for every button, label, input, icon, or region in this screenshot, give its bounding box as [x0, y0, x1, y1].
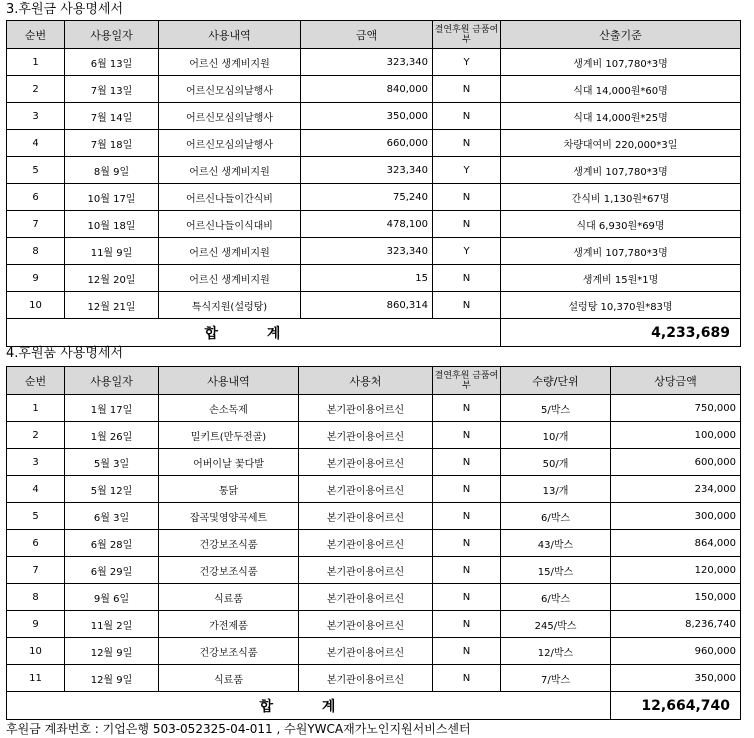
- header-amount: 금액: [301, 21, 433, 49]
- cell-number: 1: [7, 49, 65, 76]
- cell-recipient: 본기관이용어르신: [299, 557, 433, 584]
- cell-usage: 건강보조식품: [159, 557, 299, 584]
- cell-usage: 건강보조식품: [159, 530, 299, 557]
- cell-sponsorship: N: [433, 503, 501, 530]
- cell-usage: 어르신 생계비지원: [159, 157, 301, 184]
- cell-number: 7: [7, 557, 65, 584]
- cell-date: 8월 9일: [65, 157, 159, 184]
- cell-date: 7월 13일: [65, 76, 159, 103]
- cell-sponsorship: N: [433, 449, 501, 476]
- total-label: 합 계: [7, 692, 611, 720]
- cell-value: 350,000: [611, 665, 741, 692]
- cell-value: 100,000: [611, 422, 741, 449]
- cell-value: 150,000: [611, 584, 741, 611]
- header-date: 사용일자: [65, 21, 159, 49]
- header-number: 순번: [7, 21, 65, 49]
- cell-date: 10월 18일: [65, 211, 159, 238]
- table-row: [7, 265, 741, 292]
- cell-sponsorship: N: [433, 476, 501, 503]
- cell-quantity: 5/박스: [501, 395, 611, 422]
- table-row: [7, 211, 741, 238]
- cell-usage: 어버이날 꽃다발: [159, 449, 299, 476]
- cell-sponsorship: Y: [433, 238, 501, 265]
- cell-sponsorship: N: [433, 76, 501, 103]
- cell-recipient: 본기관이용어르신: [299, 395, 433, 422]
- cell-quantity: 13/개: [501, 476, 611, 503]
- cell-amount: 323,340: [301, 157, 433, 184]
- cell-recipient: 본기관이용어르신: [299, 665, 433, 692]
- table-row: [7, 184, 741, 211]
- cell-date: 11월 9일: [65, 238, 159, 265]
- cell-basis: 생계비 15원*1명: [501, 265, 741, 292]
- cell-number: 4: [7, 476, 65, 503]
- cell-usage: 건강보조식품: [159, 638, 299, 665]
- total-value: 12,664,740: [611, 692, 741, 720]
- table-row: [7, 76, 741, 103]
- cell-usage: 식료품: [159, 665, 299, 692]
- cell-quantity: 15/박스: [501, 557, 611, 584]
- cell-value: 600,000: [611, 449, 741, 476]
- cell-number: 5: [7, 157, 65, 184]
- cell-date: 12월 9일: [65, 638, 159, 665]
- cell-value: 300,000: [611, 503, 741, 530]
- cell-usage: 어르신 생계비지원: [159, 265, 301, 292]
- table-row: [7, 103, 741, 130]
- cell-sponsorship: N: [433, 638, 501, 665]
- table-row: [7, 665, 741, 692]
- cell-basis: 식대 14,000원*60명: [501, 76, 741, 103]
- cell-value: 8,236,740: [611, 611, 741, 638]
- cell-basis: 간식비 1,130원*67명: [501, 184, 741, 211]
- header-number: 순번: [7, 367, 65, 395]
- header-date: 사용일자: [65, 367, 159, 395]
- cell-date: 6월 28일: [65, 530, 159, 557]
- cell-date: 5월 3일: [65, 449, 159, 476]
- cell-number: 10: [7, 638, 65, 665]
- cell-date: 1월 26일: [65, 422, 159, 449]
- cell-number: 2: [7, 76, 65, 103]
- cell-sponsorship: Y: [433, 49, 501, 76]
- cell-amount: 323,340: [301, 49, 433, 76]
- cell-basis: 차량대여비 220,000*3일: [501, 130, 741, 157]
- table-row: [7, 292, 741, 319]
- cell-basis: 식대 14,000원*25명: [501, 103, 741, 130]
- table-row: [7, 238, 741, 265]
- table-row: [7, 130, 741, 157]
- cell-number: 11: [7, 665, 65, 692]
- cell-basis: 생계비 107,780*3명: [501, 238, 741, 265]
- cell-recipient: 본기관이용어르신: [299, 530, 433, 557]
- cell-recipient: 본기관이용어르신: [299, 638, 433, 665]
- cell-date: 11월 2일: [65, 611, 159, 638]
- table-row: [7, 611, 741, 638]
- cell-usage: 어르신모심의날행사: [159, 103, 301, 130]
- cell-quantity: 7/박스: [501, 665, 611, 692]
- cell-date: 10월 17일: [65, 184, 159, 211]
- cell-amount: 478,100: [301, 211, 433, 238]
- cell-usage: 어르신 생계비지원: [159, 49, 301, 76]
- account-footer: 후원금 계좌번호 : 기업은행 503-052325-04-011 , 수원YWCA재가노인지원서비스센터: [6, 722, 471, 736]
- cell-number: 2: [7, 422, 65, 449]
- cell-sponsorship: N: [433, 422, 501, 449]
- cell-recipient: 본기관이용어르신: [299, 476, 433, 503]
- cell-sponsorship: Y: [433, 157, 501, 184]
- cell-date: 1월 17일: [65, 395, 159, 422]
- cell-usage: 특식지원(설렁탕): [159, 292, 301, 319]
- cell-number: 6: [7, 530, 65, 557]
- cell-amount: 15: [301, 265, 433, 292]
- cell-number: 8: [7, 238, 65, 265]
- cell-number: 1: [7, 395, 65, 422]
- cell-sponsorship: N: [433, 130, 501, 157]
- cell-value: 750,000: [611, 395, 741, 422]
- header-value: 상당금액: [611, 367, 741, 395]
- cell-value: 120,000: [611, 557, 741, 584]
- cell-basis: 식대 6,930원*69명: [501, 211, 741, 238]
- section3-title: 3.후원금 사용명세서: [6, 2, 123, 17]
- table-row: [7, 476, 741, 503]
- table-row: [7, 503, 741, 530]
- header-usage: 사용내역: [159, 367, 299, 395]
- cell-usage: 어르신모심의날행사: [159, 130, 301, 157]
- cell-quantity: 245/박스: [501, 611, 611, 638]
- cell-quantity: 12/박스: [501, 638, 611, 665]
- cell-amount: 75,240: [301, 184, 433, 211]
- cell-usage: 어르신나들이식대비: [159, 211, 301, 238]
- cell-sponsorship: N: [433, 557, 501, 584]
- cell-sponsorship: N: [433, 103, 501, 130]
- cell-usage: 통닭: [159, 476, 299, 503]
- cell-number: 8: [7, 584, 65, 611]
- cell-basis: 생계비 107,780*3명: [501, 49, 741, 76]
- cell-number: 10: [7, 292, 65, 319]
- cell-date: 9월 6일: [65, 584, 159, 611]
- total-label: 합 계: [7, 319, 501, 347]
- cell-basis: 생계비 107,780*3명: [501, 157, 741, 184]
- cell-recipient: 본기관이용어르신: [299, 503, 433, 530]
- cell-date: 12월 20일: [65, 265, 159, 292]
- cell-basis: 설렁탕 10,370원*83명: [501, 292, 741, 319]
- cell-usage: 어르신모심의날행사: [159, 76, 301, 103]
- cell-usage: 잡곡및영양곡세트: [159, 503, 299, 530]
- cell-usage: 어르신 생계비지원: [159, 238, 301, 265]
- cell-number: 3: [7, 103, 65, 130]
- table-row: [7, 584, 741, 611]
- header-sponsorship: 결연후원 금품여부: [433, 367, 501, 395]
- cell-date: 6월 3일: [65, 503, 159, 530]
- table-row: [7, 157, 741, 184]
- cell-value: 234,000: [611, 476, 741, 503]
- cell-number: 7: [7, 211, 65, 238]
- table-row: [7, 530, 741, 557]
- cell-amount: 350,000: [301, 103, 433, 130]
- cell-number: 3: [7, 449, 65, 476]
- cell-sponsorship: N: [433, 292, 501, 319]
- cell-sponsorship: N: [433, 611, 501, 638]
- header-sponsorship: 결연후원 금품여부: [433, 21, 501, 49]
- cell-sponsorship: N: [433, 584, 501, 611]
- header-quantity: 수량/단위: [501, 367, 611, 395]
- total-value: 4,233,689: [501, 319, 741, 347]
- cell-sponsorship: N: [433, 665, 501, 692]
- cell-sponsorship: N: [433, 265, 501, 292]
- cell-usage: 밀키트(만두전골): [159, 422, 299, 449]
- cell-quantity: 6/박스: [501, 503, 611, 530]
- cell-quantity: 6/박스: [501, 584, 611, 611]
- table-row: [7, 395, 741, 422]
- cell-amount: 323,340: [301, 238, 433, 265]
- cell-usage: 가전제품: [159, 611, 299, 638]
- cell-recipient: 본기관이용어르신: [299, 422, 433, 449]
- cell-date: 12월 21일: [65, 292, 159, 319]
- cell-amount: 860,314: [301, 292, 433, 319]
- header-basis: 산출기준: [501, 21, 741, 49]
- table-row: [7, 49, 741, 76]
- table-row: [7, 422, 741, 449]
- cell-usage: 어르신나들이간식비: [159, 184, 301, 211]
- section4-title: 4.후원품 사용명세서: [6, 346, 123, 361]
- donation-usage-table: [6, 20, 741, 347]
- table-row: [7, 638, 741, 665]
- cell-usage: 식료품: [159, 584, 299, 611]
- cell-amount: 660,000: [301, 130, 433, 157]
- header-recipient: 사용처: [299, 367, 433, 395]
- cell-number: 5: [7, 503, 65, 530]
- cell-date: 7월 14일: [65, 103, 159, 130]
- cell-number: 9: [7, 265, 65, 292]
- cell-quantity: 50/개: [501, 449, 611, 476]
- cell-number: 9: [7, 611, 65, 638]
- cell-number: 6: [7, 184, 65, 211]
- cell-date: 12월 9일: [65, 665, 159, 692]
- cell-date: 5월 12일: [65, 476, 159, 503]
- cell-date: 6월 29일: [65, 557, 159, 584]
- table-row: [7, 557, 741, 584]
- cell-sponsorship: N: [433, 211, 501, 238]
- cell-recipient: 본기관이용어르신: [299, 584, 433, 611]
- cell-date: 7월 18일: [65, 130, 159, 157]
- cell-quantity: 10/개: [501, 422, 611, 449]
- cell-recipient: 본기관이용어르신: [299, 611, 433, 638]
- cell-recipient: 본기관이용어르신: [299, 449, 433, 476]
- goods-usage-table: [6, 366, 741, 720]
- cell-sponsorship: N: [433, 395, 501, 422]
- cell-quantity: 43/박스: [501, 530, 611, 557]
- table-row: [7, 449, 741, 476]
- cell-value: 864,000: [611, 530, 741, 557]
- cell-usage: 손소독제: [159, 395, 299, 422]
- cell-amount: 840,000: [301, 76, 433, 103]
- cell-sponsorship: N: [433, 184, 501, 211]
- cell-sponsorship: N: [433, 530, 501, 557]
- cell-date: 6월 13일: [65, 49, 159, 76]
- header-usage: 사용내역: [159, 21, 301, 49]
- cell-value: 960,000: [611, 638, 741, 665]
- cell-number: 4: [7, 130, 65, 157]
